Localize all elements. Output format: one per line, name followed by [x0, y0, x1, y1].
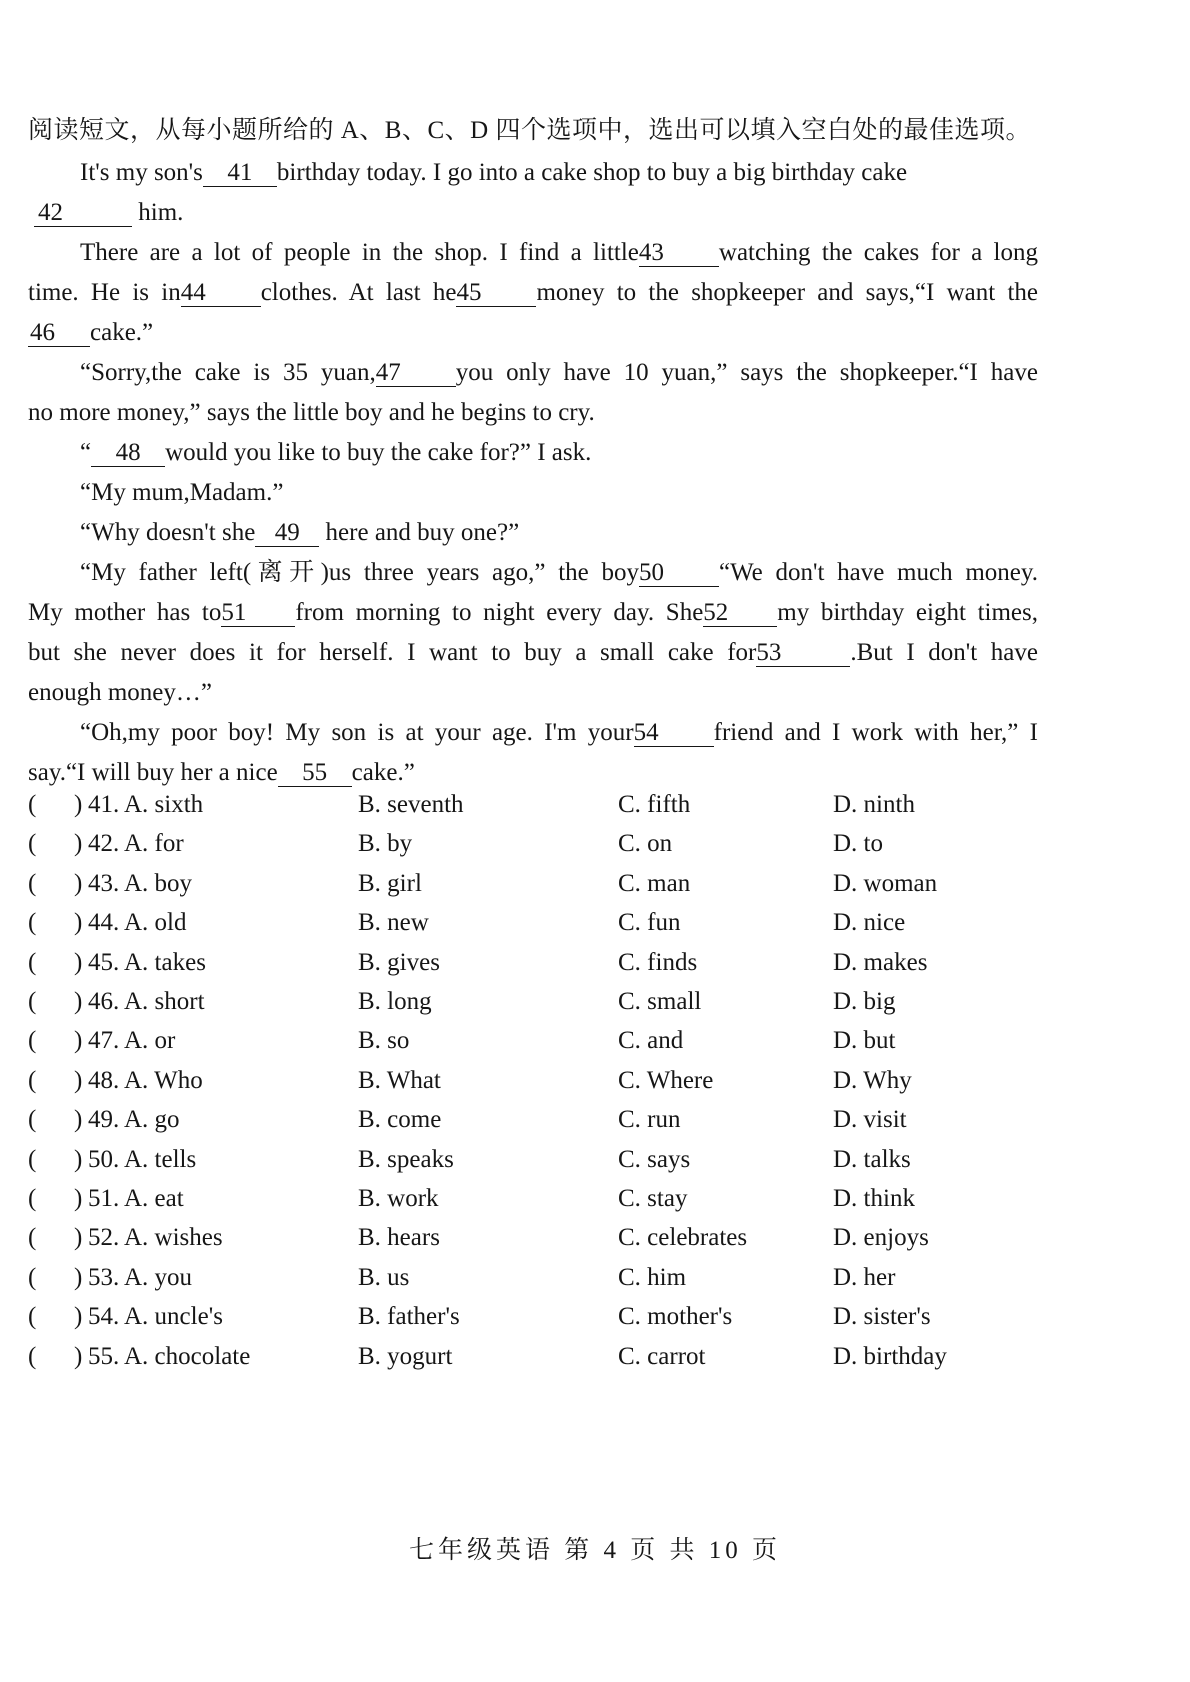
blank-47: 47 — [376, 360, 456, 387]
question-row — [28, 867, 1028, 901]
option-a: A. Who — [124, 1066, 203, 1094]
answer-paren-open[interactable]: ( — [28, 1263, 37, 1291]
option-c: C. him — [618, 1263, 687, 1291]
answer-paren-close: ) — [74, 988, 83, 1015]
option-a: A. takes — [124, 948, 206, 976]
answer-paren-open[interactable]: ( — [28, 1185, 37, 1212]
blank-42: 42 — [34, 200, 132, 227]
question-row — [28, 906, 1028, 940]
answer-paren-open[interactable]: ( — [28, 869, 37, 897]
blank-49: 49 — [255, 520, 319, 547]
answer-paren-close: ) — [74, 909, 83, 937]
option-d: D. makes — [833, 948, 928, 976]
answer-paren-open[interactable]: ( — [28, 988, 37, 1015]
passage-line: 42 him. — [28, 196, 1038, 230]
question-number: 55. — [88, 1342, 120, 1370]
answer-paren-close: ) — [74, 1342, 83, 1370]
answer-paren-close: ) — [74, 869, 83, 897]
option-d: D. Why — [833, 1066, 912, 1094]
question-row — [28, 946, 1028, 980]
answer-paren-close: ) — [74, 830, 83, 858]
question-number: 48. — [88, 1066, 120, 1094]
answer-paren-open[interactable]: ( — [28, 1066, 37, 1094]
option-a: A. uncle's — [124, 1303, 223, 1331]
option-b: B. seventh — [358, 791, 464, 818]
question-number: 43. — [88, 869, 120, 897]
blank-54: 54 — [634, 720, 714, 747]
blank-41: 41 — [203, 160, 277, 187]
answer-paren-close: ) — [74, 1066, 83, 1094]
option-d: D. nice — [833, 909, 906, 937]
option-b: B. come — [358, 1106, 442, 1134]
option-b: B. us — [358, 1263, 410, 1291]
question-number: 51. — [88, 1185, 120, 1212]
question-row — [28, 827, 1028, 861]
option-d: D. think — [833, 1185, 915, 1212]
passage-line: enough money…” — [28, 679, 212, 706]
answer-paren-close: ) — [74, 948, 83, 976]
option-a: A. for — [124, 830, 184, 858]
blank-44: 44 — [181, 280, 261, 307]
question-number: 52. — [88, 1224, 120, 1252]
question-row — [28, 788, 1028, 822]
passage-line: 46 cake.” — [30, 319, 154, 346]
page-footer: 七年级英语 第 4 页 共 10 页 — [408, 1537, 781, 1564]
option-a: A. short — [124, 988, 205, 1015]
answer-paren-open[interactable]: ( — [28, 830, 37, 858]
option-c: C. and — [618, 1027, 684, 1055]
blank-52: 52 — [703, 600, 777, 627]
answer-paren-close: ) — [74, 1224, 83, 1252]
passage-line: but she never does it for herself. I want to buy a small cake for53 .But I don't have — [28, 639, 1038, 666]
option-d: D. talks — [833, 1145, 911, 1173]
option-a: A. old — [124, 909, 187, 937]
option-a: A. chocolate — [124, 1342, 251, 1370]
section-instruction: 阅读短文，从每小题所给的 A、B、C、D 四个选项中，选出可以填入空白处的最佳选项。 — [28, 117, 1031, 144]
option-d: D. visit — [833, 1106, 907, 1134]
answer-paren-open[interactable]: ( — [28, 1027, 37, 1055]
answer-paren-open[interactable]: ( — [28, 1145, 37, 1173]
option-a: A. tells — [124, 1145, 197, 1173]
answer-paren-close: ) — [74, 791, 83, 818]
blank-46: 46 — [28, 320, 90, 347]
option-d: D. enjoys — [833, 1224, 929, 1252]
option-d: D. her — [833, 1263, 896, 1291]
answer-paren-close: ) — [74, 1263, 83, 1291]
option-c: C. on — [618, 830, 673, 858]
question-number: 53. — [88, 1263, 120, 1291]
passage-line: “Sorry,the cake is 35 yuan,47 you only have 10 yuan,” says the shopkeeper.“I have — [80, 359, 1038, 386]
option-c: C. Where — [618, 1066, 714, 1094]
passage-line: “My mum,Madam.” — [80, 479, 284, 506]
answer-paren-open[interactable]: ( — [28, 1342, 37, 1370]
option-b: B. work — [358, 1185, 439, 1212]
question-row — [28, 985, 1028, 1019]
question-row — [28, 1261, 1028, 1295]
option-d: D. birthday — [833, 1342, 947, 1370]
question-number: 42. — [88, 830, 120, 858]
answer-paren-open[interactable]: ( — [28, 948, 37, 976]
answer-paren-open[interactable]: ( — [28, 1106, 37, 1134]
option-c: C. finds — [618, 948, 698, 976]
option-d: D. big — [833, 988, 896, 1015]
option-c: C. run — [618, 1106, 681, 1134]
answer-paren-open[interactable]: ( — [28, 909, 37, 937]
question-row — [28, 1182, 1028, 1216]
option-b: B. speaks — [358, 1145, 454, 1173]
question-row — [28, 1103, 1028, 1137]
answer-paren-open[interactable]: ( — [28, 1303, 37, 1331]
passage-line: There are a lot of people in the shop. I find a little43 watching the cakes for a long — [80, 239, 1038, 266]
option-b: B. gives — [358, 948, 440, 976]
answer-paren-close: ) — [74, 1185, 83, 1212]
option-a: A. go — [124, 1106, 180, 1134]
option-c: C. says — [618, 1145, 691, 1173]
passage-line: say.“I will buy her a nice 55 cake.” — [28, 759, 415, 786]
question-number: 50. — [88, 1145, 120, 1173]
option-b: B. girl — [358, 869, 422, 897]
option-d: D. woman — [833, 869, 938, 897]
question-number: 44. — [88, 909, 120, 937]
option-a: A. sixth — [124, 791, 204, 818]
answer-paren-close: ) — [74, 1303, 83, 1331]
passage-line: time. He is in44 clothes. At last he45 money to the shopkeeper and says,“I want the — [28, 279, 1038, 306]
answer-paren-open[interactable]: ( — [28, 1224, 37, 1252]
answer-paren-close: ) — [74, 1027, 83, 1055]
option-c: C. fifth — [618, 791, 691, 818]
option-c: C. mother's — [618, 1303, 733, 1331]
option-d: D. sister's — [833, 1303, 931, 1331]
question-row — [28, 1024, 1028, 1058]
option-c: C. man — [618, 869, 691, 897]
passage-line: “Oh,my poor boy! My son is at your age. I'm your54 friend and I work with her,” I — [80, 719, 1038, 746]
option-b: B. father's — [358, 1303, 460, 1331]
option-c: C. carrot — [618, 1342, 706, 1370]
question-row — [28, 1300, 1028, 1334]
option-a: A. boy — [124, 869, 193, 897]
answer-paren-open[interactable]: ( — [28, 791, 37, 818]
option-c: C. small — [618, 988, 702, 1015]
blank-50: 50 — [639, 560, 719, 587]
blank-48: 48 — [91, 440, 165, 467]
option-a: A. or — [124, 1027, 176, 1055]
passage-line: “My father left(离开)us three years ago,” the boy50 “We don't have much money. — [80, 559, 1038, 586]
passage-line: “ 48 would you like to buy the cake for?” I ask. — [80, 439, 592, 466]
question-number: 45. — [88, 948, 120, 976]
option-a: A. eat — [124, 1185, 184, 1212]
blank-43: 43 — [639, 240, 719, 267]
blank-53: 53 — [756, 640, 850, 667]
question-row — [28, 1143, 1028, 1177]
option-d: D. to — [833, 830, 883, 858]
question-number: 47. — [88, 1027, 120, 1055]
option-b: B. hears — [358, 1224, 440, 1252]
option-d: D. but — [833, 1027, 896, 1055]
passage-line: My mother has to51 from morning to night every day. She52 my birthday eight times, — [28, 599, 1038, 626]
option-a: A. wishes — [124, 1224, 223, 1252]
passage-line: “Why doesn't she 49 here and buy one?” — [80, 519, 520, 546]
option-a: A. you — [124, 1263, 193, 1291]
option-b: B. so — [358, 1027, 410, 1055]
blank-51: 51 — [221, 600, 295, 627]
blank-45: 45 — [456, 280, 536, 307]
passage-line: It's my son's 41 birthday today. I go into a cake shop to buy a big birthday cake — [80, 159, 908, 186]
answer-paren-close: ) — [74, 1106, 83, 1134]
option-c: C. fun — [618, 909, 681, 937]
option-b: B. by — [358, 830, 413, 858]
option-b: B. long — [358, 988, 432, 1015]
answer-paren-close: ) — [74, 1145, 83, 1173]
question-row — [28, 1340, 1028, 1374]
option-b: B. new — [358, 909, 429, 937]
passage-line: no more money,” says the little boy and he begins to cry. — [28, 399, 595, 426]
option-b: B. What — [358, 1066, 441, 1094]
question-number: 41. — [88, 791, 120, 818]
question-number: 54. — [88, 1303, 120, 1331]
question-row — [28, 1221, 1028, 1255]
question-number: 49. — [88, 1106, 120, 1134]
option-c: C. stay — [618, 1185, 688, 1212]
blank-55: 55 — [278, 760, 352, 787]
option-b: B. yogurt — [358, 1342, 453, 1370]
option-d: D. ninth — [833, 791, 915, 818]
option-c: C. celebrates — [618, 1224, 748, 1252]
question-number: 46. — [88, 988, 120, 1015]
question-row — [28, 1064, 1028, 1098]
